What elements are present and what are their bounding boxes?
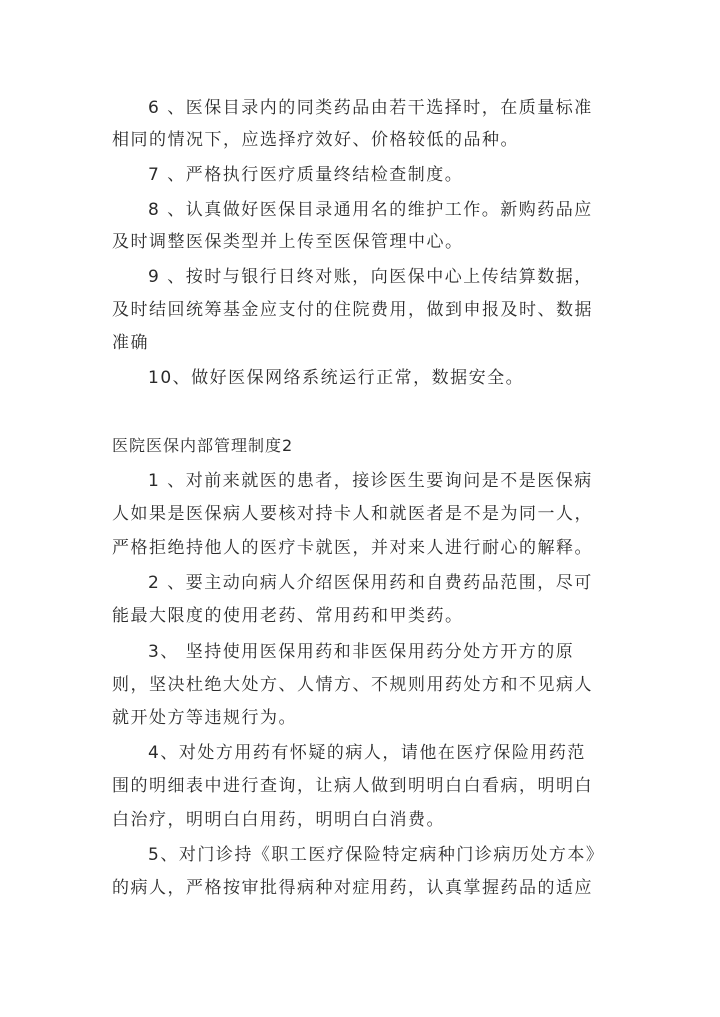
section2-item-3-line-3: 就开处方等违规行为。: [112, 708, 297, 728]
section2-item-4-line-2: 围的明细表中进行查询，让病人做到明明白白看病，明明白: [112, 776, 593, 796]
section2-item-3-line-2: 则，坚决杜绝大处方、人情方、不规则用药处方和不见病人: [112, 675, 593, 695]
section2-item-2-line-1: 2 、要主动向病人介绍医保用药和自费药品范围，尽可: [148, 573, 593, 593]
section-heading: 医院医保内部管理制度2: [112, 436, 294, 455]
section2-item-3-line-1: 3、 坚持使用医保用药和非医保用药分处方开方的原: [148, 642, 575, 662]
section2-item-1-line-3: 严格拒绝持他人的医疗卡就医，并对来人进行耐心的解释。: [112, 538, 593, 558]
section2-item-4-line-3: 白治疗，明明白白用药，明明白白消费。: [112, 810, 445, 830]
paragraph-7-line-1: 7 、严格执行医疗质量终结检查制度。: [148, 165, 464, 185]
section2-item-4-line-1: 4、对处方用药有怀疑的病人，请他在医疗保险用药范: [148, 743, 586, 763]
paragraph-9-line-1: 9 、按时与银行日终对账，向医保中心上传结算数据，: [148, 267, 593, 287]
section2-item-5-line-1: 5、对门诊持《职工医疗保险特定病种门诊病历处方本》: [148, 845, 605, 865]
section2-item-1-line-1: 1 、对前来就医的患者，接诊医生要询问是不是医保病: [148, 471, 593, 491]
paragraph-10-line-1: 10、做好医保网络系统运行正常，数据安全。: [148, 368, 525, 388]
section2-item-1-line-2: 人如果是医保病人要核对持卡人和就医者是不是为同一人，: [112, 504, 593, 524]
paragraph-8-line-1: 8 、认真做好医保目录通用名的维护工作。新购药品应: [148, 200, 593, 220]
paragraph-8-line-2: 及时调整医保类型并上传至医保管理中心。: [112, 232, 464, 252]
paragraph-6-line-2: 相同的情况下，应选择疗效好、价格较低的品种。: [112, 130, 519, 150]
section2-item-5-line-2: 的病人，严格按审批得病种对症用药，认真掌握药品的适应: [112, 878, 593, 898]
paragraph-9-line-3: 准确: [112, 333, 149, 353]
paragraph-6-line-1: 6 、医保目录内的同类药品由若干选择时，在质量标准: [148, 98, 593, 118]
section2-item-2-line-2: 能最大限度的使用老药、常用药和甲类药。: [112, 606, 464, 626]
paragraph-9-line-2: 及时结回统筹基金应支付的住院费用，做到申报及时、数据: [112, 300, 593, 320]
